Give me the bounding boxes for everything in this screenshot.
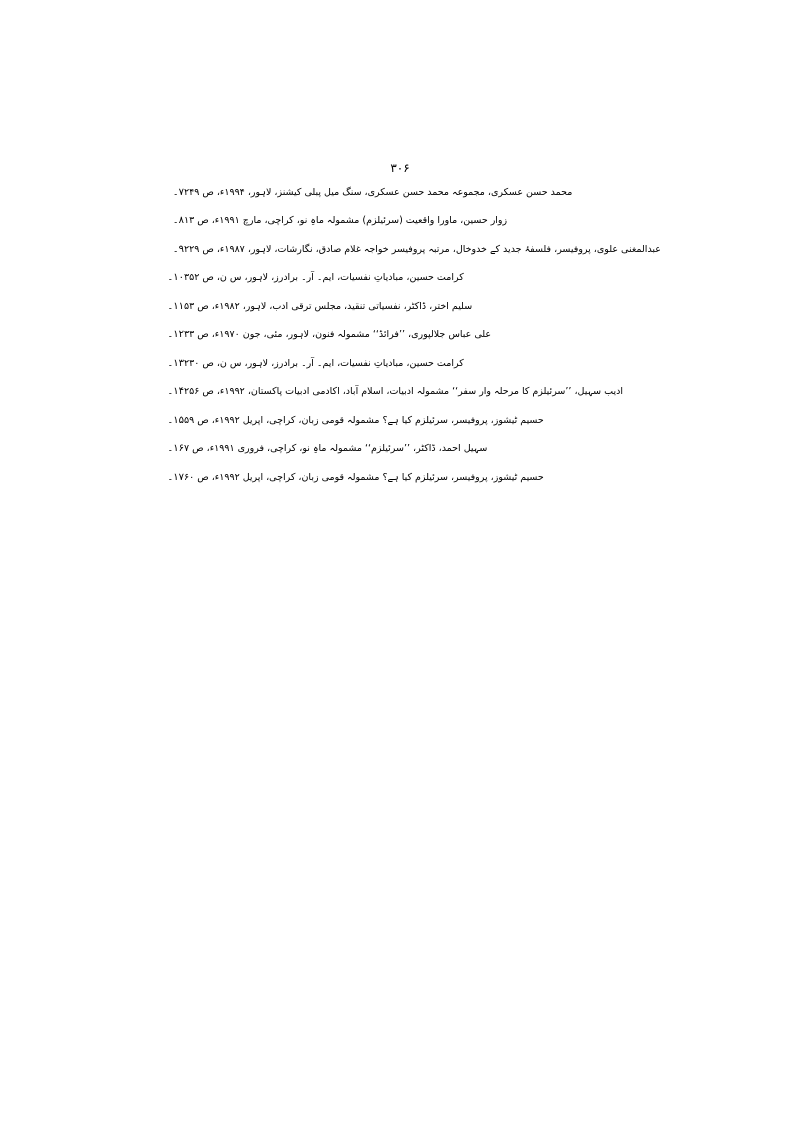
endnote-14 <box>160 378 640 407</box>
page-number: ۳۰۶ <box>390 161 410 175</box>
endnote-10 <box>160 264 640 293</box>
endnote-text: حسیم ٹیشوز، پروفیسر، سرئیلزم کیا ہے؟ مشمولہ قومی زبان، کراچی، اپریل ۱۹۹۲ء، ص ۵۹ <box>184 414 544 426</box>
endnote-text: عبدالمغنی علوی، پروفیسر، فلسفۂ جدید کے خدوخال، مرتبہ پروفیسر خواجہ غلام صادق، نگارشات، لاہور، ۱۹۸۷ء، ص ۲۲۹ <box>184 243 661 255</box>
endnote-8 <box>160 207 640 236</box>
endnote-text: سلیم اختر، ڈاکٹر، نفسیاتی تنقید، مجلس ترقی ادب، لاہور، ۱۹۸۲ء، ص ۵۳ <box>184 300 473 312</box>
endnote-9 <box>160 235 661 264</box>
endnote-13 <box>160 349 640 378</box>
endnote-number: ۱۳۔ <box>167 357 184 369</box>
endnote-text: ادیب سہیل، ’’سرئیلزم کا مرحلہ وار سفر‘‘ مشمولہ ادبیات، اسلام آباد، اکادمی ادبیات پاکستان، ۱۹۹۲ء، ص ۲۵۶ <box>184 386 623 398</box>
endnote-text: کرامت حسین، مبادیاتِ نفسیات، ایم۔ آر۔ برادرز، لاہور، س ن، ص ۳۵۲ <box>184 272 464 284</box>
endnote-11 <box>160 292 640 321</box>
endnote-number: ۱۵۔ <box>167 414 184 426</box>
endnote-text: زوار حسین، ماورا واقعیت (سرئیلزم) مشمولہ ماہِ نو، کراچی، مارچ ۱۹۹۱ء، ص ۱۳ <box>184 215 508 227</box>
endnote-7 <box>160 178 640 207</box>
endnote-text: کرامت حسین، مبادیاتِ نفسیات، ایم۔ آر۔ برادرز، لاہور، س ن، ص ۲۳۰ <box>184 357 464 369</box>
endnote-15 <box>160 406 640 435</box>
endnote-number: ۹۔ <box>172 243 184 255</box>
endnote-number: ۱۷۔ <box>167 471 184 483</box>
endnote-text: محمد حسن عسکری، مجموعہ محمد حسن عسکری، سنگ میل پبلی کیشنز، لاہور، ۱۹۹۴ء، ص ۲۴۹ <box>184 186 573 198</box>
endnote-number: ۱۶۔ <box>167 443 184 455</box>
endnote-number: ۱۰۔ <box>167 272 184 284</box>
endnote-number: ۷۔ <box>172 186 184 198</box>
endnote-number: ۱۴۔ <box>167 386 184 398</box>
endnotes-list <box>160 178 661 492</box>
endnote-17 <box>160 463 640 492</box>
endnote-12 <box>160 321 640 350</box>
endnote-number: ۸۔ <box>172 215 184 227</box>
endnote-text: حسیم ٹیشوز، پروفیسر، سرئیلزم کیا ہے؟ مشمولہ قومی زبان، کراچی، اپریل ۱۹۹۲ء، ص ۶۰ <box>184 471 544 483</box>
endnote-text: علی عباس جلالپوری، ’’فرائڈ‘‘ مشمولہ فنون، لاہور، مئی، جون ۱۹۷۰ء، ص ۳۳ <box>184 329 492 341</box>
endnote-number: ۱۱۔ <box>167 300 184 312</box>
endnote-text: سہیل احمد، ڈاکٹر، ’’سرئیلزم‘‘ مشمولہ ماہِ نو، کراچی، فروری ۱۹۹۱ء، ص ۷ <box>184 443 488 455</box>
endnote-number: ۱۲۔ <box>167 329 184 341</box>
endnote-16 <box>160 435 640 464</box>
